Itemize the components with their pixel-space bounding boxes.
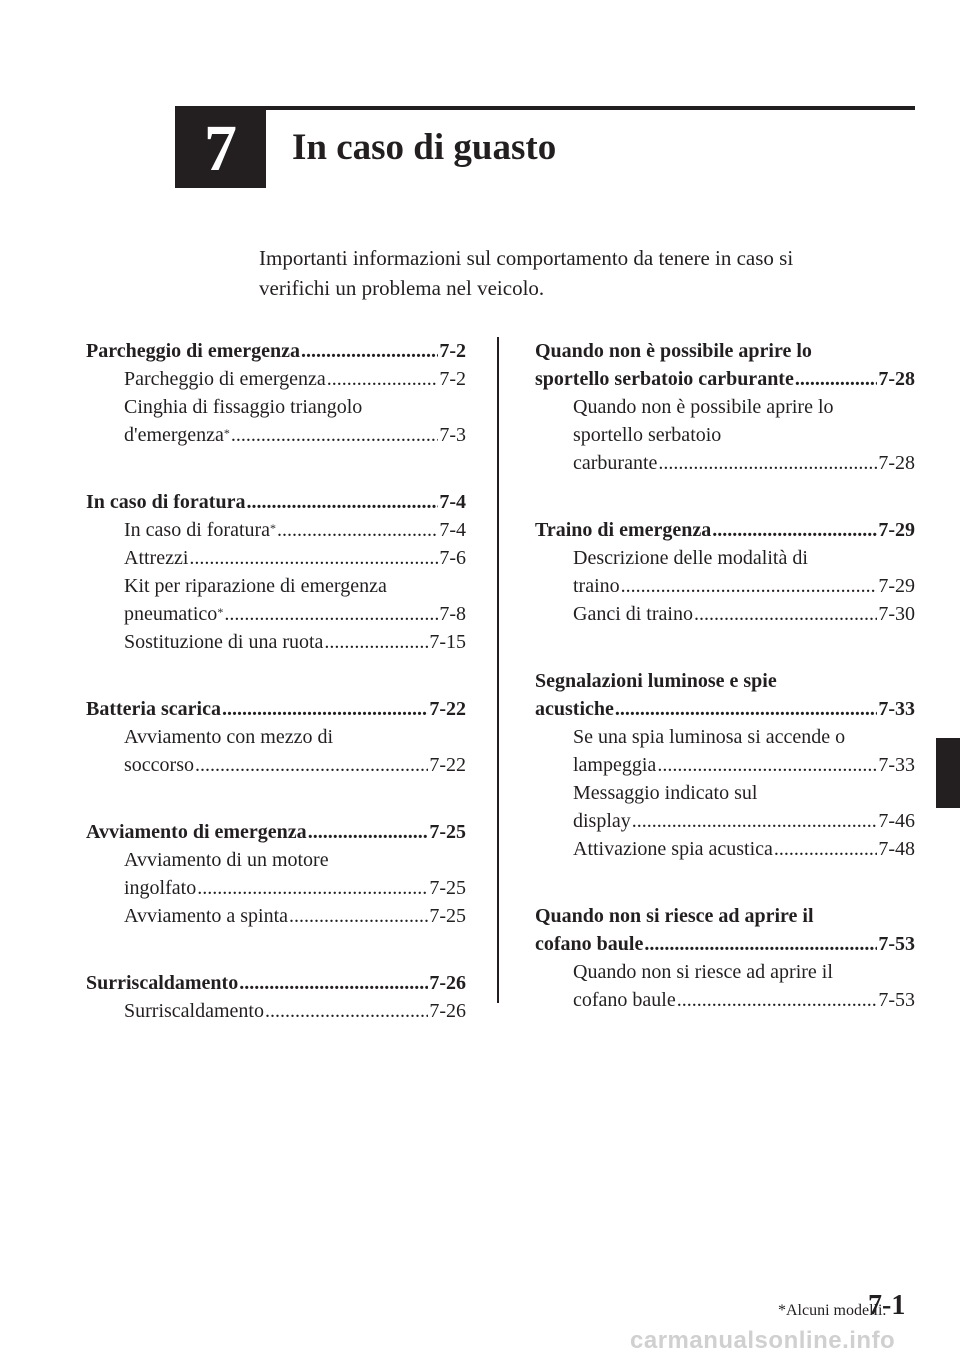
toc-entry-line[interactable] <box>86 628 466 656</box>
toc-heading-line[interactable] <box>535 667 915 695</box>
toc-line-text <box>535 365 794 393</box>
toc-text: Avviamento di un motore <box>124 849 329 871</box>
dot-leader <box>231 421 438 449</box>
dot-leader <box>289 902 428 930</box>
dot-leader <box>615 695 877 723</box>
toc-line-text <box>573 751 656 779</box>
toc-page-ref: 7-33 <box>878 698 915 720</box>
toc-page-ref: 7-2 <box>439 368 466 390</box>
toc-line-text <box>124 997 264 1025</box>
toc-page-ref: 7-48 <box>878 838 915 860</box>
toc-text: Ganci di traino <box>573 603 693 625</box>
toc-entry-line[interactable] <box>86 544 466 572</box>
toc-text: sportello serbatoio carburante <box>535 368 794 390</box>
dot-leader <box>195 751 428 779</box>
dot-leader <box>324 628 428 656</box>
column-divider <box>497 337 499 1003</box>
toc-left-column <box>86 337 466 1025</box>
toc-entry-line[interactable] <box>86 572 466 600</box>
toc-text: lampeggia <box>573 754 657 776</box>
toc-line-text <box>573 986 676 1014</box>
toc-text: Avviamento con mezzo di <box>124 726 334 748</box>
toc-section <box>86 488 466 656</box>
toc-entry-line[interactable] <box>535 807 915 835</box>
chapter-number-box: 7 <box>175 110 266 188</box>
toc-line-text <box>124 751 194 779</box>
toc-entry-line[interactable] <box>86 902 466 930</box>
toc-line-text <box>86 488 245 516</box>
asterisk-marker: * <box>223 426 230 440</box>
watermark: carmanualsonline.info <box>630 1327 896 1354</box>
toc-page-ref: 7-28 <box>878 368 915 390</box>
toc-entry-line[interactable] <box>86 365 466 393</box>
toc-line-text <box>86 818 307 846</box>
toc-text: ingolfato <box>124 877 197 899</box>
page-number: 7-1 <box>868 1290 906 1321</box>
toc-section <box>535 516 915 628</box>
toc-section <box>86 969 466 1025</box>
toc-text: soccorso <box>124 754 194 776</box>
toc-section <box>86 695 466 779</box>
dot-leader <box>246 488 438 516</box>
toc-page-ref: 7-22 <box>429 698 466 720</box>
toc-page-ref: 7-4 <box>439 491 466 513</box>
asterisk-marker: * <box>270 521 277 535</box>
toc-heading-line[interactable] <box>86 488 466 516</box>
toc-heading-line[interactable] <box>535 365 915 393</box>
toc-entry-line[interactable] <box>86 600 466 628</box>
toc-line-text <box>124 365 326 393</box>
toc-heading-line[interactable] <box>86 337 466 365</box>
dot-leader <box>621 572 878 600</box>
toc-entry-line[interactable] <box>535 572 915 600</box>
toc-page-ref: 7-3 <box>439 424 466 446</box>
toc-line-text <box>573 572 620 600</box>
dot-leader <box>308 818 429 846</box>
toc-text: Attrezzi <box>124 547 189 569</box>
toc-line-text <box>86 969 238 997</box>
toc-section <box>535 902 915 1014</box>
dot-leader <box>301 337 438 365</box>
toc-entry-line[interactable] <box>535 600 915 628</box>
toc-page-ref: 7-22 <box>429 754 466 776</box>
dot-leader <box>197 874 428 902</box>
toc-text: Surriscaldamento <box>124 1000 264 1022</box>
toc-text: Cinghia di fissaggio triangolo <box>124 396 363 418</box>
toc-heading-line[interactable] <box>535 902 915 930</box>
toc-entry-line[interactable] <box>86 874 466 902</box>
chapter-intro <box>259 243 899 303</box>
toc-text: Batteria scarica <box>86 698 221 720</box>
toc-entry-line[interactable] <box>535 421 915 449</box>
toc-text: Parcheggio di emergenza <box>124 368 326 390</box>
toc-heading-line[interactable] <box>535 516 915 544</box>
toc-text: Descrizione delle modalità di <box>573 547 808 569</box>
dot-leader <box>795 365 877 393</box>
toc-section <box>86 337 466 449</box>
toc-heading-line[interactable] <box>535 695 915 723</box>
asterisk-marker: * <box>217 605 224 619</box>
toc-line-text <box>573 835 773 863</box>
chapter-title: In caso di guasto <box>292 127 557 168</box>
toc-text: traino <box>573 575 620 597</box>
toc-entry-line[interactable] <box>86 421 466 449</box>
toc-text: Avviamento a spinta <box>124 905 289 927</box>
toc-text: Segnalazioni luminose e spie <box>535 670 777 692</box>
toc-text: Parcheggio di emergenza <box>86 340 301 362</box>
toc-page-ref: 7-26 <box>429 972 466 994</box>
toc-entry-line[interactable] <box>535 393 915 421</box>
intro-line: verifichi un problema nel veicolo. <box>259 276 545 300</box>
toc-page-ref: 7-46 <box>878 810 915 832</box>
toc-line-text <box>573 600 693 628</box>
dot-leader <box>677 986 878 1014</box>
dot-leader <box>189 544 438 572</box>
toc-page-ref: 7-30 <box>878 603 915 625</box>
toc-entry-line[interactable] <box>535 986 915 1014</box>
toc-entry-line[interactable] <box>86 997 466 1025</box>
toc-entry-line[interactable] <box>86 393 466 421</box>
toc-entry-line[interactable] <box>535 835 915 863</box>
toc-text: In caso di foratura <box>86 491 246 513</box>
toc-line-text <box>573 807 631 835</box>
toc-heading-line[interactable] <box>86 818 466 846</box>
toc-entry-line[interactable] <box>535 449 915 477</box>
dot-leader <box>644 930 877 958</box>
dot-leader <box>224 600 438 628</box>
dot-leader <box>657 751 877 779</box>
toc-heading-line[interactable] <box>86 969 466 997</box>
toc-entry-line[interactable] <box>86 516 466 544</box>
toc-text: Surriscaldamento <box>86 972 239 994</box>
toc-text: d'emergenza <box>124 424 224 446</box>
toc-entry-line[interactable] <box>535 544 915 572</box>
toc-heading-line[interactable] <box>86 695 466 723</box>
toc-line-text <box>86 695 221 723</box>
toc-page-ref: 7-26 <box>429 1000 466 1022</box>
dot-leader <box>265 997 428 1025</box>
footnote: *Alcuni modelli. <box>778 1302 887 1319</box>
toc-text: Sostituzione di una ruota <box>124 631 324 653</box>
toc-text: display <box>573 810 631 832</box>
toc-page-ref: 7-25 <box>429 905 466 927</box>
toc-line-text <box>86 337 300 365</box>
toc-text: Quando non si riesce ad aprire il <box>535 905 814 927</box>
toc-entry-line[interactable] <box>535 723 915 751</box>
toc-page-ref: 7-53 <box>878 933 915 955</box>
dot-leader <box>239 969 428 997</box>
toc-line-text <box>124 516 276 544</box>
toc-page-ref: 7-25 <box>429 821 466 843</box>
toc-text: Messaggio indicato sul <box>573 782 758 804</box>
toc-entry-line[interactable] <box>86 723 466 751</box>
dot-leader <box>774 835 877 863</box>
toc-text: Quando non si riesce ad aprire il <box>573 961 833 983</box>
toc-page-ref: 7-29 <box>878 575 915 597</box>
toc-page-ref: 7-29 <box>878 519 915 541</box>
toc-page-ref: 7-15 <box>429 631 466 653</box>
toc-text: acustiche <box>535 698 614 720</box>
toc-section <box>535 337 915 477</box>
toc-page-ref: 7-53 <box>878 989 915 1011</box>
toc-text: pneumatico <box>124 603 218 625</box>
intro-line: Importanti informazioni sul comportamento da tenere in caso si <box>259 246 794 270</box>
toc-line-text <box>573 449 657 477</box>
toc-entry-line[interactable] <box>535 751 915 779</box>
toc-page-ref: 7-4 <box>439 519 466 541</box>
dot-leader <box>658 449 877 477</box>
dot-leader <box>327 365 439 393</box>
toc-page-ref: 7-2 <box>439 340 466 362</box>
toc-line-text <box>535 695 614 723</box>
toc-page-ref: 7-6 <box>439 547 466 569</box>
toc-text: Quando non è possibile aprire lo <box>535 340 812 362</box>
toc-heading-line[interactable] <box>535 930 915 958</box>
toc-entry-line[interactable] <box>86 846 466 874</box>
toc-text: cofano baule <box>573 989 676 1011</box>
dot-leader <box>222 695 428 723</box>
toc-text: Kit per riparazione di emergenza <box>124 575 387 597</box>
toc-page-ref: 7-28 <box>878 452 915 474</box>
toc-text: Avviamento di emergenza <box>86 821 307 843</box>
toc-line-text <box>535 930 643 958</box>
toc-line-text <box>535 516 711 544</box>
toc-page-ref: 7-33 <box>878 754 915 776</box>
toc-page-ref: 7-8 <box>439 603 466 625</box>
toc-section <box>535 667 915 863</box>
toc-entry-line[interactable] <box>535 958 915 986</box>
toc-line-text <box>124 600 223 628</box>
toc-text: Traino di emergenza <box>535 519 712 541</box>
toc-heading-line[interactable] <box>535 337 915 365</box>
toc-line-text <box>124 628 323 656</box>
dot-leader <box>712 516 877 544</box>
toc-text: Attivazione spia acustica <box>573 838 773 860</box>
toc-text: Se una spia luminosa si accende o <box>573 726 846 748</box>
dot-leader <box>632 807 878 835</box>
chapter-tab-marker <box>936 738 960 808</box>
toc-line-text <box>124 874 196 902</box>
toc-section <box>86 818 466 930</box>
toc-line-text <box>124 544 188 572</box>
toc-line-text <box>124 902 288 930</box>
toc-entry-line[interactable] <box>86 751 466 779</box>
toc-text: In caso di foratura <box>124 519 271 541</box>
toc-right-column <box>535 337 915 1014</box>
toc-line-text <box>124 421 230 449</box>
dot-leader <box>694 600 877 628</box>
toc-text: carburante <box>573 452 658 474</box>
chapter-rule <box>175 106 915 110</box>
toc-text: cofano baule <box>535 933 644 955</box>
toc-text: sportello serbatoio <box>573 424 722 446</box>
toc-entry-line[interactable] <box>535 779 915 807</box>
toc-text: Quando non è possibile aprire lo <box>573 396 834 418</box>
toc-page-ref: 7-25 <box>429 877 466 899</box>
dot-leader <box>277 516 438 544</box>
